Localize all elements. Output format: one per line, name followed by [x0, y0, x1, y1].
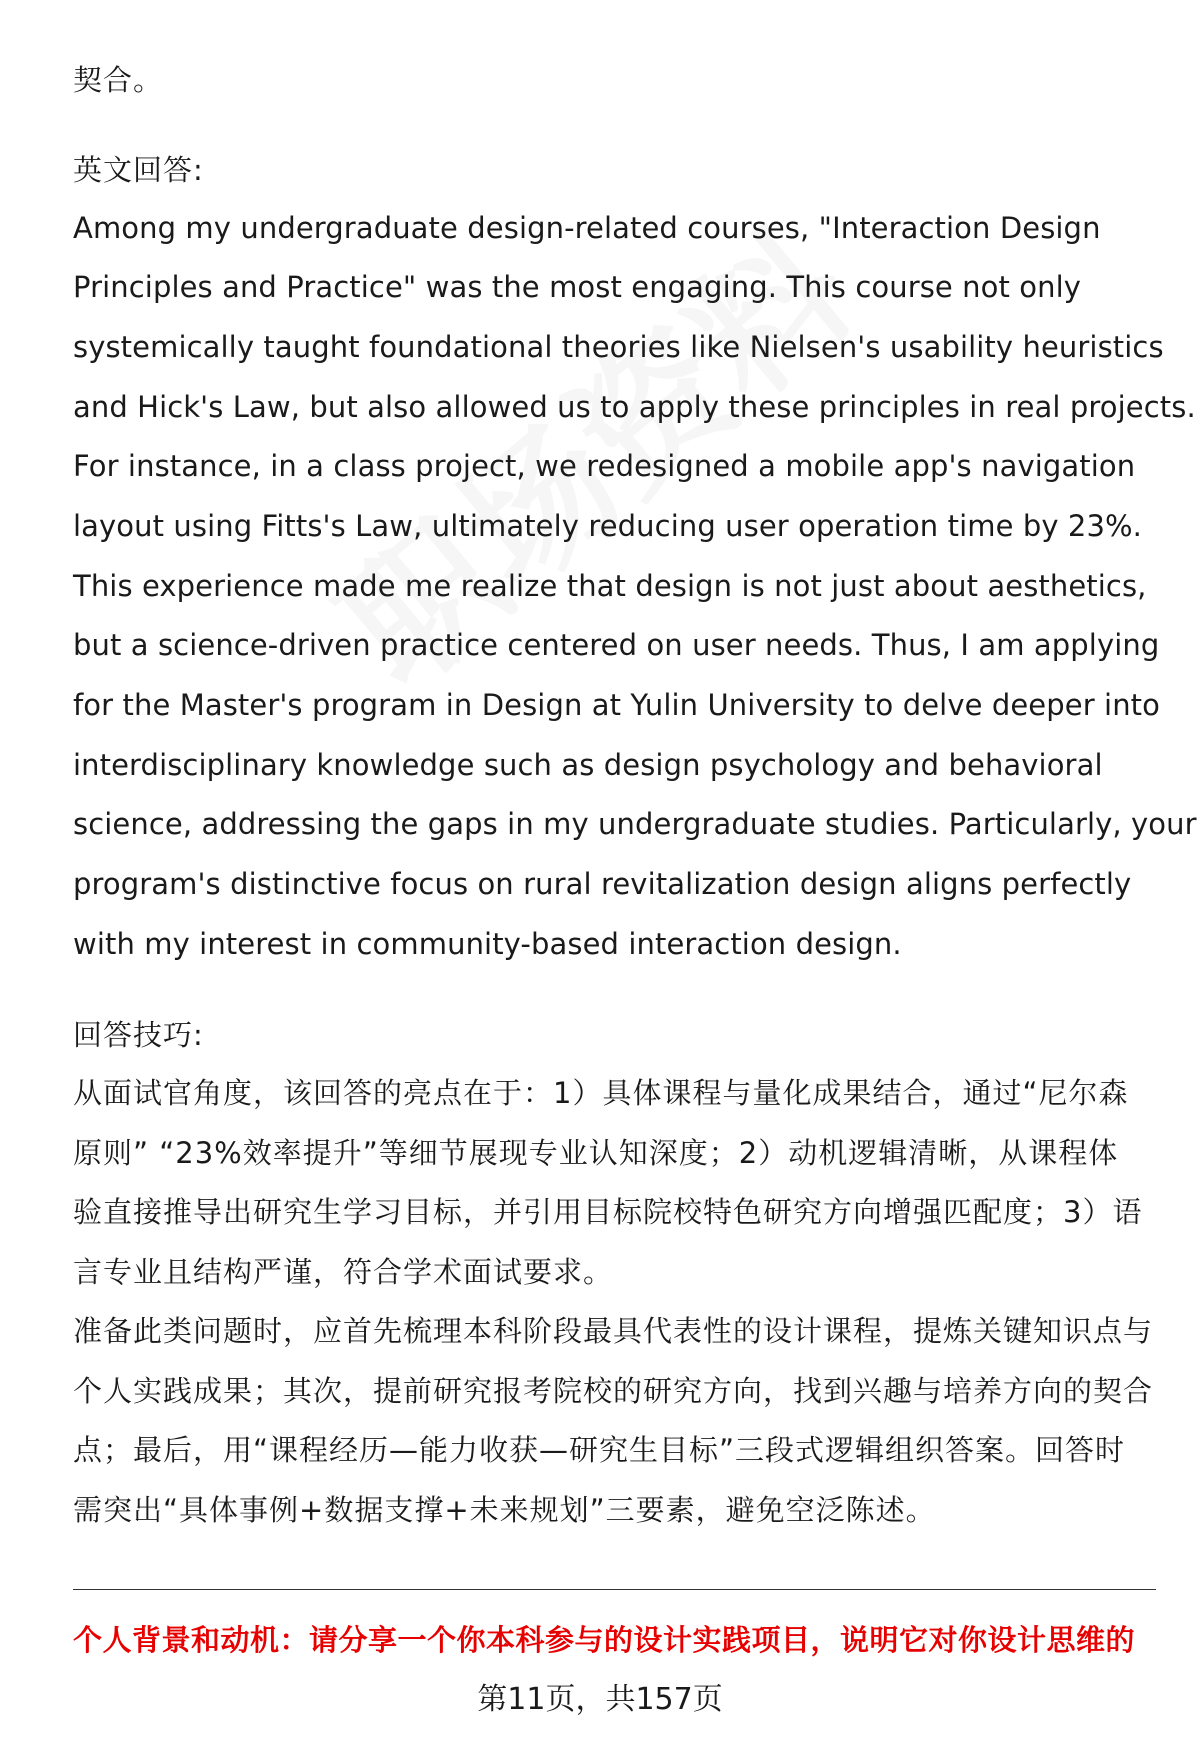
- english-answer-line: Among my undergraduate design-related courses, "Interaction Design: [73, 211, 1101, 245]
- english-answer-line: with my interest in community-based interaction design.: [73, 927, 902, 961]
- english-answer-line: science, addressing the gaps in my undergraduate studies. Particularly, your: [73, 807, 1197, 841]
- next-question-title: 个人背景和动机：请分享一个你本科参与的设计实践项目，说明它对你设计思维的: [73, 1623, 1136, 1657]
- english-answer-line: For instance, in a class project, we redesigned a mobile app's navigation: [73, 449, 1136, 483]
- english-answer-line: and Hick's Law, but also allowed us to apply these principles in real projects.: [73, 390, 1196, 424]
- english-answer-line: This experience made me realize that design is not just about aesthetics,: [73, 569, 1147, 603]
- tips-line: 准备此类问题时，应首先梳理本科阶段最具代表性的设计课程，提炼关键知识点与: [73, 1314, 1154, 1348]
- english-answer-line: interdisciplinary knowledge such as design psychology and behavioral: [73, 748, 1103, 782]
- english-answer-line: but a science-driven practice centered on user needs. Thus, I am applying: [73, 628, 1160, 662]
- english-answer-line: program's distinctive focus on rural revitalization design aligns perfectly: [73, 867, 1132, 901]
- intro-tail: 契合。: [73, 63, 164, 97]
- tips-line: 从面试官角度，该回答的亮点在于：1）具体课程与量化成果结合，通过“尼尔森: [73, 1076, 1129, 1110]
- page-footer: 第11页，共157页: [477, 1682, 723, 1717]
- english-answer-line: systemically taught foundational theories like Nielsen's usability heuristics: [73, 330, 1164, 364]
- english-answer-line: for the Master's program in Design at Yulin University to delve deeper into: [73, 688, 1160, 722]
- tips-line: 原则” “23%效率提升”等细节展现专业认知深度；2）动机逻辑清晰，从课程体: [73, 1136, 1119, 1170]
- tips-line: 个人实践成果；其次，提前研究报考院校的研究方向，找到兴趣与培养方向的契合: [73, 1374, 1154, 1408]
- tips-line: 需突出“具体事例+数据支撑+未来规划”三要素，避免空泛陈述。: [73, 1493, 936, 1527]
- section-divider: [73, 1589, 1156, 1590]
- tips-line: 验直接推导出研究生学习目标，并引用目标院校特色研究方向增强匹配度；3）语: [73, 1195, 1143, 1229]
- tips-line: 点；最后，用“课程经历—能力收获—研究生目标”三段式逻辑组织答案。回答时: [73, 1433, 1126, 1467]
- english-answer-line: layout using Fitts's Law, ultimately reducing user operation time by 23%.: [73, 509, 1142, 543]
- tips-heading: 回答技巧:: [73, 1018, 204, 1052]
- english-answer-heading: 英文回答:: [73, 153, 204, 187]
- tips-line: 言专业且结构严谨，符合学术面试要求。: [73, 1255, 614, 1289]
- english-answer-line: Principles and Practice" was the most engaging. This course not only: [73, 270, 1082, 304]
